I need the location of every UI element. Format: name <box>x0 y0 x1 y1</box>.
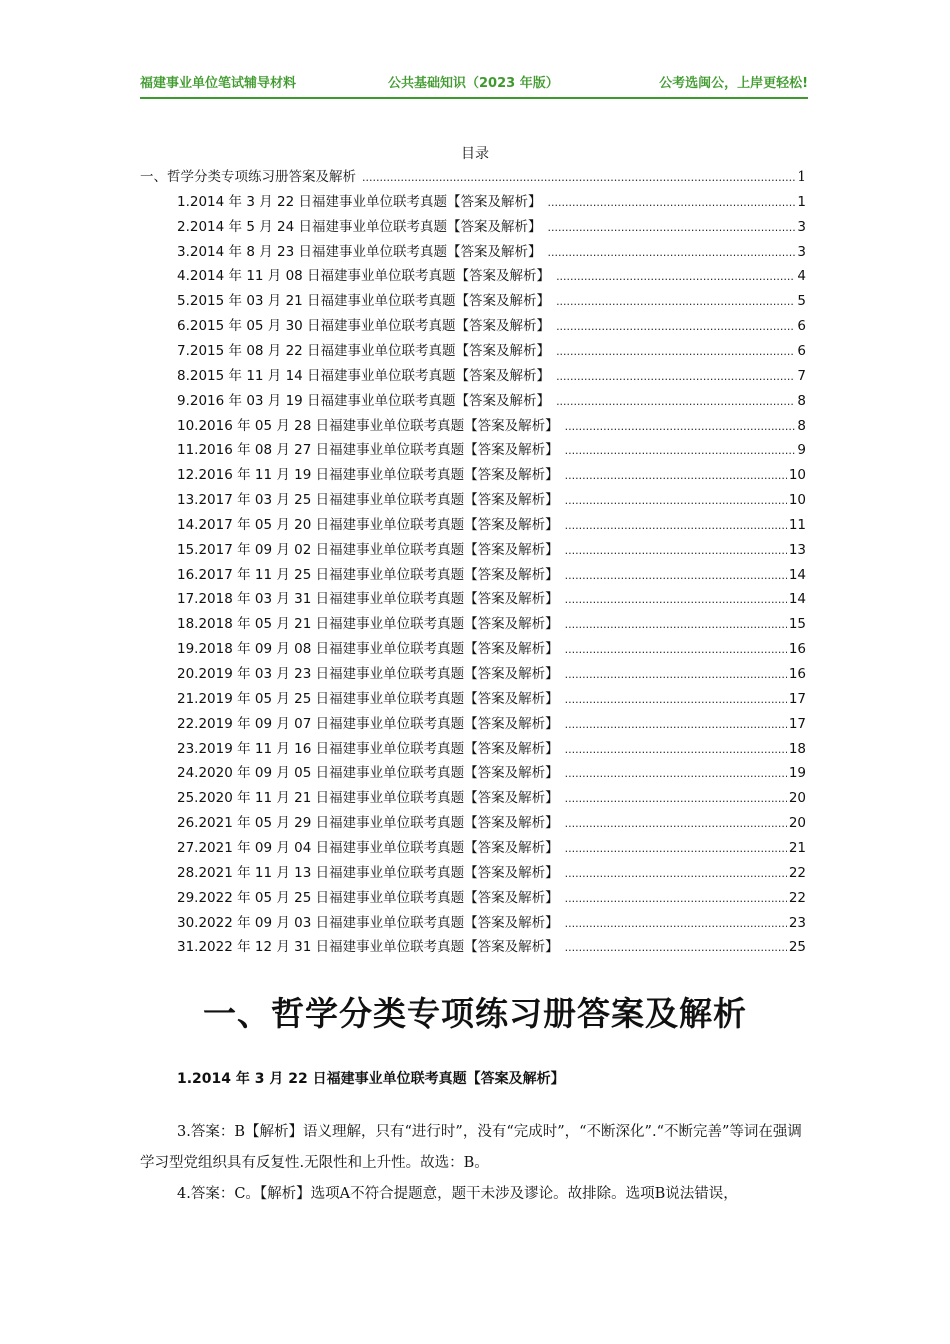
toc-entry[interactable] <box>177 637 806 661</box>
toc-page-number: 14 <box>788 566 806 583</box>
toc-entry-section[interactable] <box>140 165 806 189</box>
toc-dot-leader <box>565 564 787 588</box>
toc-entry[interactable] <box>177 886 806 910</box>
toc-entry-label: 8.2015 年 11 月 14 日福建事业单位联考真题【答案及解析】 <box>177 367 551 384</box>
toc-entry-label: 9.2016 年 03 月 19 日福建事业单位联考真题【答案及解析】 <box>177 392 551 409</box>
toc-page-number: 16 <box>788 666 806 682</box>
toc-entry-label: 31.2022 年 12 月 31 日福建事业单位联考真题【答案及解析】 <box>177 939 559 956</box>
toc-entry[interactable] <box>177 414 806 438</box>
toc-entry-label: 14.2017 年 05 月 20 日福建事业单位联考真题【答案及解析】 <box>177 516 559 533</box>
toc-page-number: 17 <box>788 715 806 732</box>
toc-dot-leader <box>565 588 787 612</box>
toc-page-number: 9 <box>797 442 806 459</box>
toc-entry[interactable] <box>177 438 806 462</box>
section-subheading: 1.2014 年 3 月 22 日福建事业单位联考真题【答案及解析】 <box>177 1071 565 1087</box>
toc-page-number: 8 <box>797 417 806 434</box>
toc-dot-leader <box>565 613 787 637</box>
toc-dot-leader <box>556 290 795 314</box>
toc-entry-label: 21.2019 年 05 月 25 日福建事业单位联考真题【答案及解析】 <box>177 690 559 707</box>
toc-entry[interactable] <box>177 911 806 935</box>
toc-entry-label: 15.2017 年 09 月 02 日福建事业单位联考真题【答案及解析】 <box>177 541 559 558</box>
toc-page-number: 3 <box>797 243 806 260</box>
toc-dot-leader <box>565 638 787 662</box>
toc-entry[interactable] <box>177 836 806 860</box>
toc-dot-leader <box>362 166 795 190</box>
toc-entry-label: 10.2016 年 05 月 28 日福建事业单位联考真题【答案及解析】 <box>177 417 559 434</box>
toc-dot-leader <box>565 415 796 439</box>
toc-entry[interactable] <box>177 215 806 239</box>
toc-page-number: 18 <box>788 740 806 757</box>
toc-page-number: 20 <box>788 790 806 807</box>
toc-dot-leader <box>565 688 787 712</box>
toc-page-number: 20 <box>788 815 806 832</box>
toc-dot-leader <box>547 216 795 240</box>
toc-page-number: 8 <box>797 392 806 409</box>
toc-page-number: 1 <box>797 169 806 185</box>
header-center-text: 公共基础知识（2023 年版） <box>388 76 559 91</box>
toc-page-number: 11 <box>788 516 806 533</box>
toc-entry-label: 23.2019 年 11 月 16 日福建事业单位联考真题【答案及解析】 <box>177 740 559 757</box>
toc-entry-label: 17.2018 年 03 月 31 日福建事业单位联考真题【答案及解析】 <box>177 591 559 608</box>
toc-page-number: 6 <box>797 318 806 335</box>
toc-entry[interactable] <box>177 513 806 537</box>
header-rule <box>140 97 808 99</box>
toc-dot-leader <box>547 191 795 215</box>
toc-dot-leader <box>556 365 795 389</box>
toc-entry-label: 1.2014 年 3 月 22 日福建事业单位联考真题【答案及解析】 <box>177 193 542 210</box>
toc-dot-leader <box>565 738 787 762</box>
toc-title: 目录 <box>461 146 489 162</box>
toc-entry-label: 13.2017 年 03 月 25 日福建事业单位联考真题【答案及解析】 <box>177 492 559 509</box>
toc-entry[interactable] <box>177 687 806 711</box>
toc-entry-label: 2.2014 年 5 月 24 日福建事业单位联考真题【答案及解析】 <box>177 218 542 235</box>
toc-entry-label: 3.2014 年 8 月 23 日福建事业单位联考真题【答案及解析】 <box>177 243 542 260</box>
toc-entry-label: 4.2014 年 11 月 08 日福建事业单位联考真题【答案及解析】 <box>177 268 551 285</box>
toc-entry-label: 25.2020 年 11 月 21 日福建事业单位联考真题【答案及解析】 <box>177 790 559 807</box>
toc-page-number: 16 <box>788 641 806 658</box>
toc-page-number: 13 <box>788 541 806 558</box>
toc-entry-label: 16.2017 年 11 月 25 日福建事业单位联考真题【答案及解析】 <box>177 566 559 583</box>
section-heading: 一、哲学分类专项练习册答案及解析 <box>203 994 747 1033</box>
toc-dot-leader <box>565 812 787 836</box>
toc-entry[interactable] <box>177 612 806 636</box>
toc-entry[interactable] <box>177 389 806 413</box>
toc-entry-label: 19.2018 年 09 月 08 日福建事业单位联考真题【答案及解析】 <box>177 641 559 658</box>
toc-page-number: 25 <box>788 939 806 956</box>
toc-dot-leader <box>565 887 787 911</box>
toc-entry[interactable] <box>177 264 806 288</box>
toc-entry[interactable] <box>177 190 806 214</box>
toc-entry[interactable] <box>177 737 806 761</box>
toc-dot-leader <box>565 539 787 563</box>
toc-entry-label: 6.2015 年 05 月 30 日福建事业单位联考真题【答案及解析】 <box>177 318 551 335</box>
toc-entry[interactable] <box>177 314 806 338</box>
toc-page-number: 3 <box>797 218 806 235</box>
toc-entry[interactable] <box>177 364 806 388</box>
page-header <box>140 72 808 96</box>
toc-entry[interactable] <box>177 488 806 512</box>
toc-page-number: 6 <box>797 342 806 359</box>
toc-page-number: 19 <box>788 765 806 782</box>
toc-page-number: 10 <box>788 492 806 509</box>
toc-page-number: 21 <box>788 839 806 856</box>
toc-entry[interactable] <box>177 339 806 363</box>
toc-entry[interactable] <box>177 761 806 785</box>
toc-dot-leader <box>565 489 787 513</box>
toc-entry-label: 20.2019 年 03 月 23 日福建事业单位联考真题【答案及解析】 <box>177 666 559 682</box>
toc-entry-label: 12.2016 年 11 月 19 日福建事业单位联考真题【答案及解析】 <box>177 467 559 484</box>
toc-dot-leader <box>565 439 796 463</box>
toc-entry[interactable] <box>177 662 806 686</box>
toc-dot-leader <box>565 912 787 936</box>
toc-dot-leader <box>565 464 787 488</box>
toc-dot-leader <box>556 340 795 364</box>
toc-entry-label: 29.2022 年 05 月 25 日福建事业单位联考真题【答案及解析】 <box>177 889 559 906</box>
toc-entry-label: 18.2018 年 05 月 21 日福建事业单位联考真题【答案及解析】 <box>177 616 559 633</box>
toc-entry-label: 5.2015 年 03 月 21 日福建事业单位联考真题【答案及解析】 <box>177 293 551 310</box>
toc-page-number: 4 <box>797 268 806 285</box>
toc-entry[interactable] <box>177 712 806 736</box>
toc-page-number: 5 <box>797 293 806 310</box>
toc-page-number: 15 <box>788 616 806 633</box>
toc-entry[interactable] <box>177 861 806 885</box>
toc-entry[interactable] <box>177 811 806 835</box>
toc-entry[interactable] <box>177 538 806 562</box>
toc-entry[interactable] <box>177 786 806 810</box>
toc-entry[interactable] <box>177 240 806 264</box>
toc-entry-label: 一、哲学分类专项练习册答案及解析 <box>140 169 356 185</box>
toc-entry-label: 22.2019 年 09 月 07 日福建事业单位联考真题【答案及解析】 <box>177 715 559 732</box>
toc-page-number: 10 <box>788 467 806 484</box>
toc-dot-leader <box>565 762 787 786</box>
toc-dot-leader <box>565 713 787 737</box>
toc-entry[interactable] <box>177 935 806 959</box>
toc-page-number: 1 <box>797 193 806 210</box>
toc-entry-label: 11.2016 年 08 月 27 日福建事业单位联考真题【答案及解析】 <box>177 442 559 459</box>
toc-dot-leader <box>565 663 787 687</box>
toc-dot-leader <box>556 315 795 339</box>
toc-entry[interactable] <box>177 289 806 313</box>
toc-dot-leader <box>556 265 795 289</box>
toc-entry-label: 27.2021 年 09 月 04 日福建事业单位联考真题【答案及解析】 <box>177 839 559 856</box>
toc-entry-label: 28.2021 年 11 月 13 日福建事业单位联考真题【答案及解析】 <box>177 864 559 881</box>
toc-entry-label: 30.2022 年 09 月 03 日福建事业单位联考真题【答案及解析】 <box>177 914 559 931</box>
answer-paragraph: 4.答案：C。【解析】选项A不符合提题意，题干未涉及谬论。故排除。选项B说法错误， <box>177 1186 738 1202</box>
toc-page-number: 22 <box>788 864 806 881</box>
toc-dot-leader <box>565 862 787 886</box>
toc-entry-label: 7.2015 年 08 月 22 日福建事业单位联考真题【答案及解析】 <box>177 342 551 359</box>
header-left-text: 福建事业单位笔试辅导材料 <box>140 76 297 91</box>
toc-dot-leader <box>565 837 787 861</box>
toc-dot-leader <box>556 390 795 414</box>
toc-entry[interactable] <box>177 587 806 611</box>
toc-entry-label: 24.2020 年 09 月 05 日福建事业单位联考真题【答案及解析】 <box>177 765 559 782</box>
toc-page-number: 14 <box>788 591 806 608</box>
toc-page-number: 22 <box>788 889 806 906</box>
toc-page-number: 7 <box>797 367 806 384</box>
toc-page-number: 17 <box>788 690 806 707</box>
toc-entry[interactable] <box>177 463 806 487</box>
toc-entry-label: 26.2021 年 05 月 29 日福建事业单位联考真题【答案及解析】 <box>177 815 559 832</box>
toc-entry[interactable] <box>177 563 806 587</box>
toc-dot-leader <box>565 514 787 538</box>
toc-dot-leader <box>565 936 787 960</box>
answer-paragraph: 3.答案：B【解析】语义理解，只有“进行时”，没有“完成时”，“不断深化”.“不断完善”等词在强调学习型党组织具有反复性.无限性和上升性。故选：B。 <box>140 1124 802 1171</box>
header-right-text: 公考选闽公，上岸更轻松! <box>659 76 808 91</box>
toc-page-number: 23 <box>788 914 806 931</box>
toc-dot-leader <box>547 241 795 265</box>
toc-dot-leader <box>565 787 787 811</box>
